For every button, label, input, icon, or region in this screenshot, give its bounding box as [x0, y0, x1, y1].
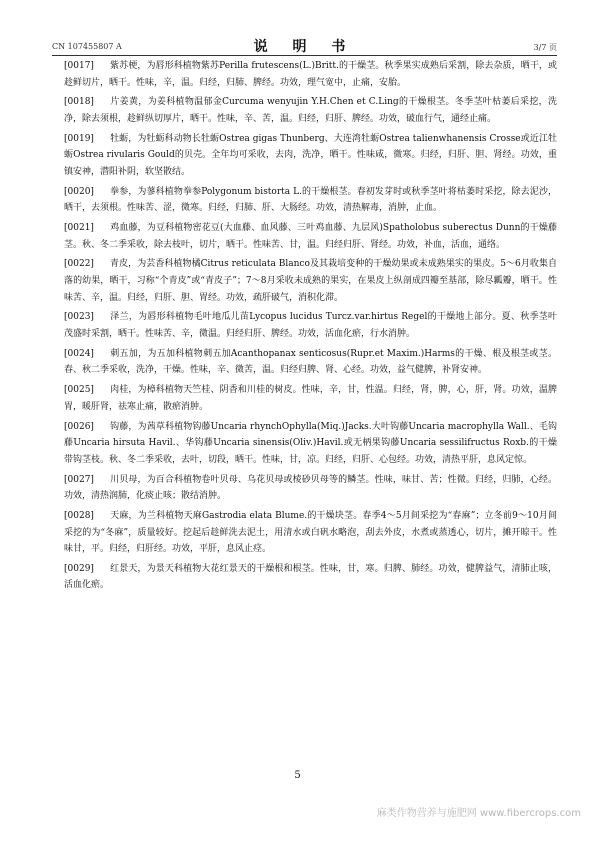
paragraph	[64, 131, 557, 181]
paragraph-text: 天麻，为兰科植物天麻Gastrodia elata Blume.的干燥块茎。春季4～5月间采挖为“春麻”；立冬前9～10月间采挖的为“冬麻”，质量较好。挖起后趁鲜洗去泥土，用清水或白矾水略泡，刮去外皮，水煮或蒸透心，切片，摊开晾干。性味甘，平。归经，归肝经。功效，平肝，息风止痉。	[64, 510, 557, 555]
paragraph	[64, 220, 557, 253]
paragraph-text: 牡蛎，为牡蛎科动物长牡蛎Ostrea gigas Thunberg、大连湾牡蛎Ostrea talienwhanensis Crosse或近江牡蛎Ostrea rivularis Gould的贝壳。全年均可采收，去肉，洗净，晒干。性味咸，微寒。归经，归肝、胆、肾经。功效，重镇安神，潜阳补阴，软坚散结。	[64, 133, 557, 177]
paragraph	[64, 256, 557, 306]
paragraph	[64, 184, 557, 217]
paragraph	[64, 382, 557, 415]
paragraph	[64, 309, 557, 342]
paragraph	[64, 561, 557, 594]
watermark: 麻类作物营养与施肥网 www.fibercrops.com	[376, 808, 581, 819]
paragraph-number: [0017]	[64, 61, 94, 71]
page-header	[52, 36, 557, 54]
paragraph	[64, 346, 557, 379]
doc-number: CN 107455807 A	[52, 42, 122, 51]
paragraph-number: [0024]	[64, 348, 94, 359]
paragraph-number: [0021]	[64, 223, 94, 234]
paragraph-number: [0022]	[64, 259, 94, 270]
paragraph	[64, 472, 557, 505]
paragraph-number: [0018]	[64, 97, 94, 108]
header-rule	[52, 55, 557, 56]
paragraph-text: 肉桂，为樟科植物天竺桂、阴香和川桂的树皮。性味，辛，甘，性温。归经，肾，脾，心，肝，肾。功效，温脾胃，暖肝肾，祛寒止痛，散瘀消肿。	[64, 385, 557, 412]
paragraph	[64, 419, 557, 469]
page-number: 5	[294, 770, 301, 781]
paragraph-text: 红景天，为景天科植物大花红景天的干燥根和根茎。性味，甘，寒。归脾、肺经。功效，健脾益气，清肺止咳，活血化瘀。	[64, 563, 557, 591]
paragraph-number: [0028]	[64, 510, 94, 521]
paragraph-number: [0029]	[64, 563, 94, 574]
doc-title: 说 明 书	[253, 39, 356, 55]
paragraph-number: [0025]	[64, 385, 94, 396]
paragraph-text: 片姜黄，为姜科植物温郁金Curcuma wenyujin Y.H.Chen et C.Ling的干燥根茎。冬季茎叶枯萎后采挖，洗净，除去须根，趁鲜纵切厚片，晒干。性味，辛、苦，温。归经，归肝、脾经。功效，破血行气，通经止痛。	[64, 97, 557, 124]
paragraph-text: 川贝母，为百合科植物卷叶贝母、乌花贝母或棱砂贝母等的鳞茎。性味，味甘、苦；性微。归经，归肺，心经。功效，清热润肺，化痰止咳；散结消肿。	[64, 474, 557, 502]
page-info: 3/7 页	[533, 43, 557, 52]
paragraph-text: 钩藤，为茜草科植物钩藤Uncaria rhynchOphylla(Miq.)Jacks.大叶钩藤Uncaria macrophylla Wall.、毛钩藤Uncaria hirsuta Havil.、华钩藤Uncaria sinensis(Oliv.)Havil.或无柄果钩藤Uncaria sessilifructus Roxb.的干燥带钩茎枝。秋、冬二季采收，去叶，切段，晒干。性味，甘，凉。归经，归肝、心包经。功效，清热平肝，息风定惊。	[64, 421, 557, 465]
paragraph-number: [0023]	[64, 312, 94, 323]
document-body	[64, 58, 557, 597]
paragraph-text: 紫苏梗，为唇形科植物紫苏Perilla frutescens(L.)Britt.的干燥茎。秋季果实成熟后采割，除去杂质，晒干，或趁鲜切片，晒干。性味，辛，温。归经，归肺、脾经。功效，理气宽中，止痛，安胎。	[64, 61, 557, 88]
paragraph	[64, 58, 557, 91]
paragraph	[64, 94, 557, 127]
paragraph-number: [0026]	[64, 421, 94, 432]
paragraph-text: 青皮，为芸香科植物橘Citrus reticulata Blanco及其栽培变种的干燥幼果或未成熟果实的果皮。5～6月收集自落的幼果，晒干，习称“个青皮”或“青皮子”；7～8月采收未成熟的果实，在果皮上纵剖成四瓣至基部，除尽瓤瓣，晒干。性味苦、辛，温。归经，归肝、胆、胃经。功效，疏肝破气，消积化滞。	[64, 259, 557, 303]
paragraph	[64, 508, 557, 558]
paragraph-text: 鸡血藤，为豆科植物密花豆(大血藤、血风藤、三叶鸡血藤、九层风)Spatholobus suberectus Dunn的干燥藤茎。秋、冬二季采收，除去枝叶，切片，晒干。性味苦、甘，温。归经归肝、肾经。功效，补血，活血，通络。	[64, 223, 557, 250]
paragraph-number: [0020]	[64, 186, 94, 197]
paragraph-text: 刺五加，为五加科植物刺五加Acanthopanax senticosus(Rupr.et Maxim.)Harms的干燥、根及根茎或茎。春、秋二季采收，洗净，干燥。性味，辛、微苦，温。归经归脾、肾、心经。功效，益气健脾，补肾安神。	[64, 348, 557, 376]
paragraph-number: [0027]	[64, 474, 94, 485]
paragraph-text: 拳参，为蓼科植物拳参Polygonum bistorta L.的干燥根茎。春初发芽时或秋季茎叶将枯萎时采挖，除去泥沙，晒干，去须根。性味苦、涩，微寒。归经，归肺、肝、大肠经。功效，清热解毒，消肿，止血。	[64, 186, 557, 214]
paragraph-number: [0019]	[64, 133, 94, 144]
paragraph-text: 泽兰，为唇形科植物毛叶地瓜儿苗Lycopus lucidus Turcz.var.hirtus Regel的干燥地上部分。夏、秋季茎叶茂盛时采割，晒干。性味苦、辛，微温。归经归肝、脾经。功效，活血化瘀，行水消肿。	[64, 312, 557, 340]
